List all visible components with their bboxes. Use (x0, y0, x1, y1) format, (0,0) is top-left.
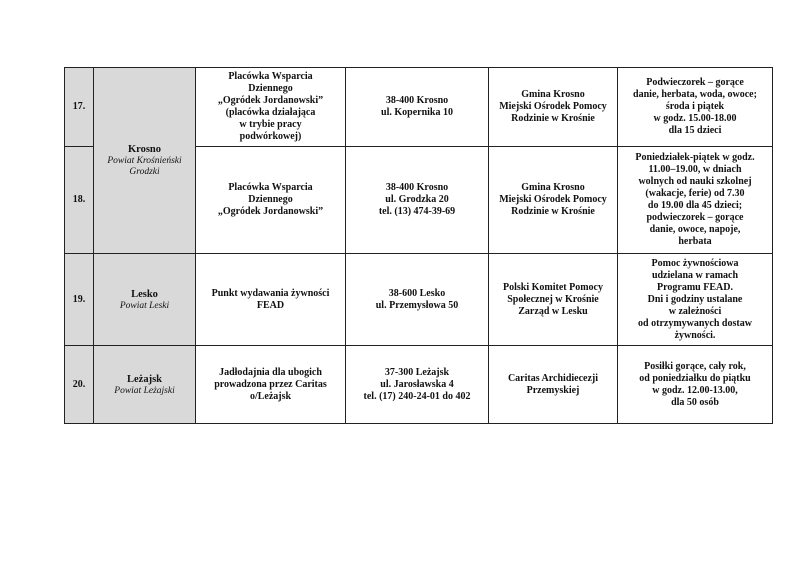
organizer-line: Polski Komitet Pomocy (503, 281, 603, 293)
organizer-line: Miejski Ośrodek Pomocy (499, 101, 607, 112)
hours-line: Podwieczorek – gorące (646, 77, 744, 88)
row-number: 18. (65, 147, 94, 254)
facility-name-line: Placówka Wsparcia (228, 71, 313, 82)
facility-name-line: FEAD (256, 299, 285, 311)
address-line: 37-300 Leżajsk (384, 366, 450, 378)
facility-name-cell (196, 346, 346, 424)
address-cell (346, 147, 489, 254)
row-number: 17. (65, 68, 94, 147)
facility-name-line: (placówka działająca (225, 107, 316, 118)
hours-line: 11.00–19.00, w dniach (648, 164, 742, 175)
hours-cell (618, 68, 773, 147)
facility-name-line: podwórkowej) (239, 131, 302, 142)
organizer-cell (489, 68, 618, 147)
hours-line: w zależności (668, 305, 722, 317)
hours-line: udzielana w ramach (651, 269, 739, 281)
facility-name-line: „Ogródek Jordanowski” (217, 206, 324, 217)
location-district: Powiat Leski (119, 300, 170, 311)
facility-name-line: Placówka Wsparcia (228, 182, 313, 193)
row-number: 19. (65, 254, 94, 346)
address-line: ul. Jarosławska 4 (380, 378, 454, 390)
facility-name-cell (196, 68, 346, 147)
location-district: Grodzki (129, 167, 160, 177)
hours-line: podwieczorek – gorące (646, 212, 744, 223)
address-line: tel. (17) 240-24-01 do 402 (363, 390, 471, 402)
organizer-line: Społecznej w Krośnie (507, 293, 599, 305)
location-cell (94, 346, 196, 424)
table-row (65, 346, 773, 424)
address-cell (346, 346, 489, 424)
facility-name-line: o/Leżajsk (249, 390, 292, 402)
hours-line: wolnych od nauki szkolnej (638, 176, 752, 187)
hours-line: dla 15 dzieci (668, 125, 722, 136)
location-cell (94, 68, 196, 254)
table-row (65, 68, 773, 147)
location-name: Lesko (131, 288, 158, 300)
facility-name-line: prowadzona przez Caritas (214, 378, 327, 390)
address-line: 38-400 Krosno (385, 95, 449, 106)
hours-cell (618, 346, 773, 424)
organizer-line: Gmina Krosno (521, 89, 585, 100)
address-line: tel. (13) 474-39-69 (378, 206, 456, 217)
location-cell (94, 254, 196, 346)
hours-line: od poniedziałku do piątku (639, 372, 751, 384)
row-number: 20. (65, 346, 94, 424)
hours-line: Programu FEAD. (657, 281, 733, 293)
organizer-line: Rodzinie w Krośnie (511, 206, 595, 217)
hours-line: (wakacje, ferie) od 7.30 (645, 188, 745, 199)
hours-line: danie, herbata, woda, owoce; (633, 89, 757, 100)
facility-name-line: „Ogródek Jordanowski” (217, 95, 324, 106)
hours-line: dla 50 osób (671, 396, 719, 408)
hours-line: do 19.00 dla 45 dzieci; (647, 200, 743, 211)
location-name: Leżajsk (127, 373, 162, 385)
location-name: Krosno (127, 144, 162, 155)
address-line: ul. Przemysłowa 50 (375, 299, 459, 311)
facility-name-line: w trybie pracy (239, 119, 302, 130)
location-district: Powiat Leżajski (114, 385, 175, 396)
address-line: ul. Grodzka 20 (385, 194, 449, 205)
hours-cell (618, 147, 773, 254)
facility-name-cell (196, 254, 346, 346)
organizer-line: Miejski Ośrodek Pomocy (499, 194, 607, 205)
hours-line: Poniedziałek-piątek w godz. (635, 152, 755, 163)
facility-name-line: Dziennego (248, 194, 293, 205)
hours-cell (618, 254, 773, 346)
organizer-cell (489, 254, 618, 346)
table-row (65, 254, 773, 346)
hours-line: Dni i godziny ustalane (647, 293, 743, 305)
location-district: Powiat Krośnieński (107, 156, 182, 166)
address-cell (346, 68, 489, 147)
facilities-table (64, 67, 773, 424)
hours-line: danie, owoce, napoje, (649, 224, 741, 235)
hours-line: w godz. 12.00-13.00, (652, 384, 738, 396)
hours-line: Pomoc żywnościowa (651, 257, 739, 269)
organizer-line: Caritas Archidiecezji (507, 372, 599, 384)
organizer-cell (489, 147, 618, 254)
facility-name-line: Jadłodajnia dla ubogich (219, 366, 322, 378)
hours-line: żywności. (674, 329, 716, 341)
facility-name-line: Dziennego (248, 83, 293, 94)
hours-line: herbata (678, 236, 712, 247)
organizer-line: Gmina Krosno (521, 182, 585, 193)
organizer-line: Rodzinie w Krośnie (511, 113, 595, 124)
address-line: ul. Kopernika 10 (381, 107, 453, 118)
hours-line: w godz. 15.00-18.00 (653, 113, 737, 124)
facility-name-line: Punkt wydawania żywności (211, 287, 330, 299)
hours-line: Posiłki gorące, cały rok, (644, 360, 746, 372)
organizer-cell (489, 346, 618, 424)
facility-name-cell (196, 147, 346, 254)
address-line: 38-400 Krosno (385, 182, 449, 193)
hours-line: od otrzymywanych dostaw (638, 317, 752, 329)
address-line: 38-600 Lesko (388, 287, 446, 299)
hours-line: środa i piątek (665, 101, 725, 112)
organizer-line: Przemyskiej (526, 384, 580, 396)
address-cell (346, 254, 489, 346)
organizer-line: Zarząd w Lesku (518, 305, 588, 317)
